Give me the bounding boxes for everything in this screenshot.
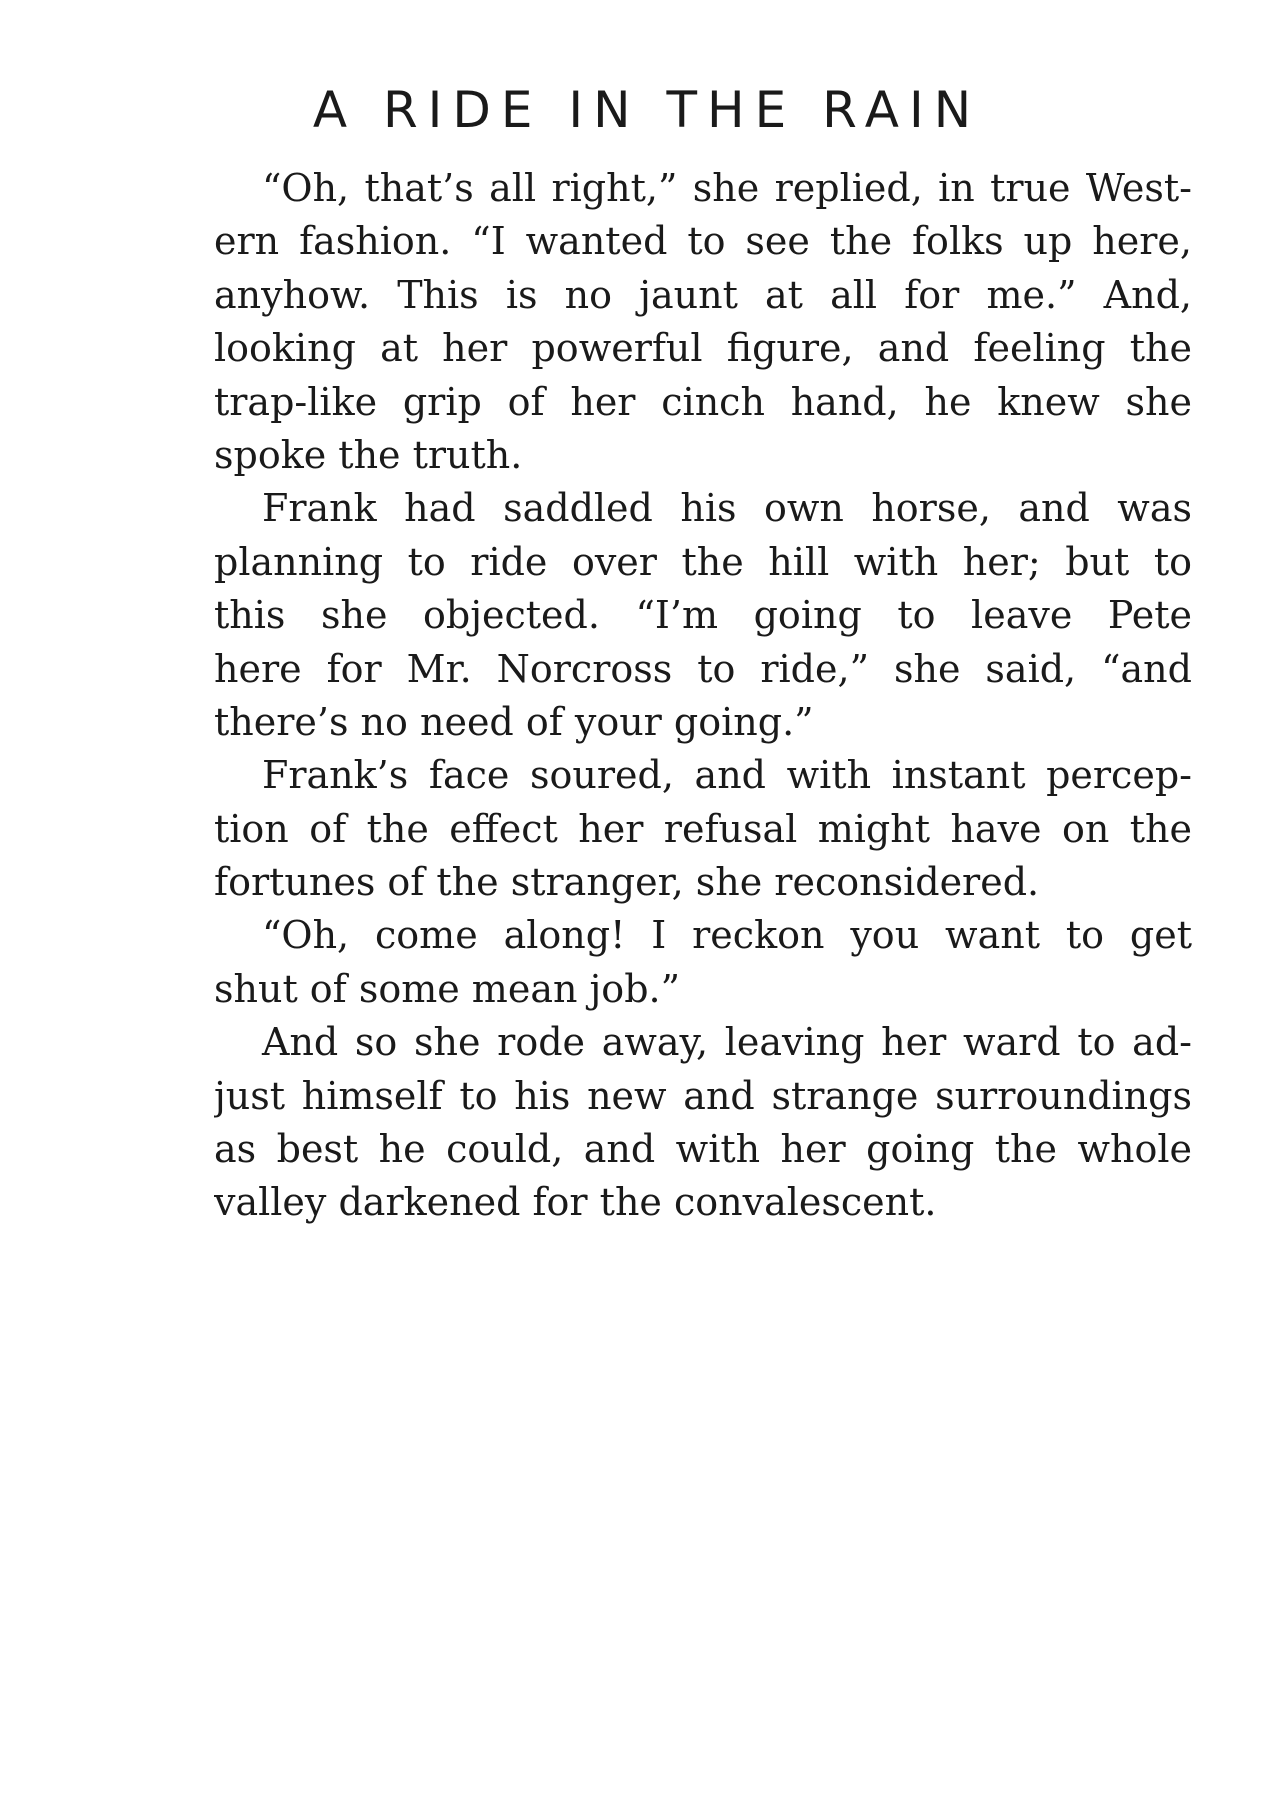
- text-line: “Oh, come along! I reckon you want to get: [262, 913, 1192, 958]
- paragraph-4: [214, 909, 1192, 1016]
- paragraph-3: [214, 749, 1192, 909]
- text-line: this she objected. “I’m going to leave Pete: [214, 593, 1192, 638]
- paragraph-5: [214, 1016, 1192, 1230]
- running-head: A RIDE IN THE RAIN: [312, 81, 982, 139]
- text-line: And so she rode away, leaving her ward to ad-: [262, 1020, 1192, 1065]
- text-line: just himself to his new and strange surroundings: [214, 1073, 1192, 1118]
- text-line: as best he could, and with her going the whole: [214, 1127, 1192, 1172]
- text-line: tion of the effect her refusal might have on the: [214, 806, 1192, 851]
- text-line: Frank’s face soured, and with instant percep-: [262, 753, 1192, 798]
- text-line: there’s no need of your going.”: [214, 699, 814, 744]
- text-line: “Oh, that’s all right,” she replied, in true West-: [262, 166, 1192, 210]
- paragraph-1: [214, 162, 1192, 482]
- text-line: ern fashion. “I wanted to see the folks up here,: [214, 219, 1192, 264]
- text-line: anyhow. This is no jaunt at all for me.” And,: [214, 272, 1192, 317]
- text-line: valley darkened for the convalescent.: [214, 1180, 937, 1225]
- text-line: looking at her powerful figure, and feeling the: [214, 326, 1192, 371]
- text-line: shut of some mean job.”: [214, 966, 681, 1011]
- text-line: here for Mr. Norcross to ride,” she said, “and: [214, 646, 1192, 691]
- text-line: fortunes of the stranger, she reconsidered.: [214, 860, 1040, 905]
- text-line: planning to ride over the hill with her; but to: [214, 539, 1192, 584]
- text-line: Frank had saddled his own horse, and was: [262, 486, 1192, 531]
- text-line: trap-like grip of her cinch hand, he knew she: [214, 379, 1192, 424]
- body-text: [214, 162, 1192, 1230]
- text-line: spoke the truth.: [214, 432, 523, 477]
- paragraph-2: [214, 482, 1192, 749]
